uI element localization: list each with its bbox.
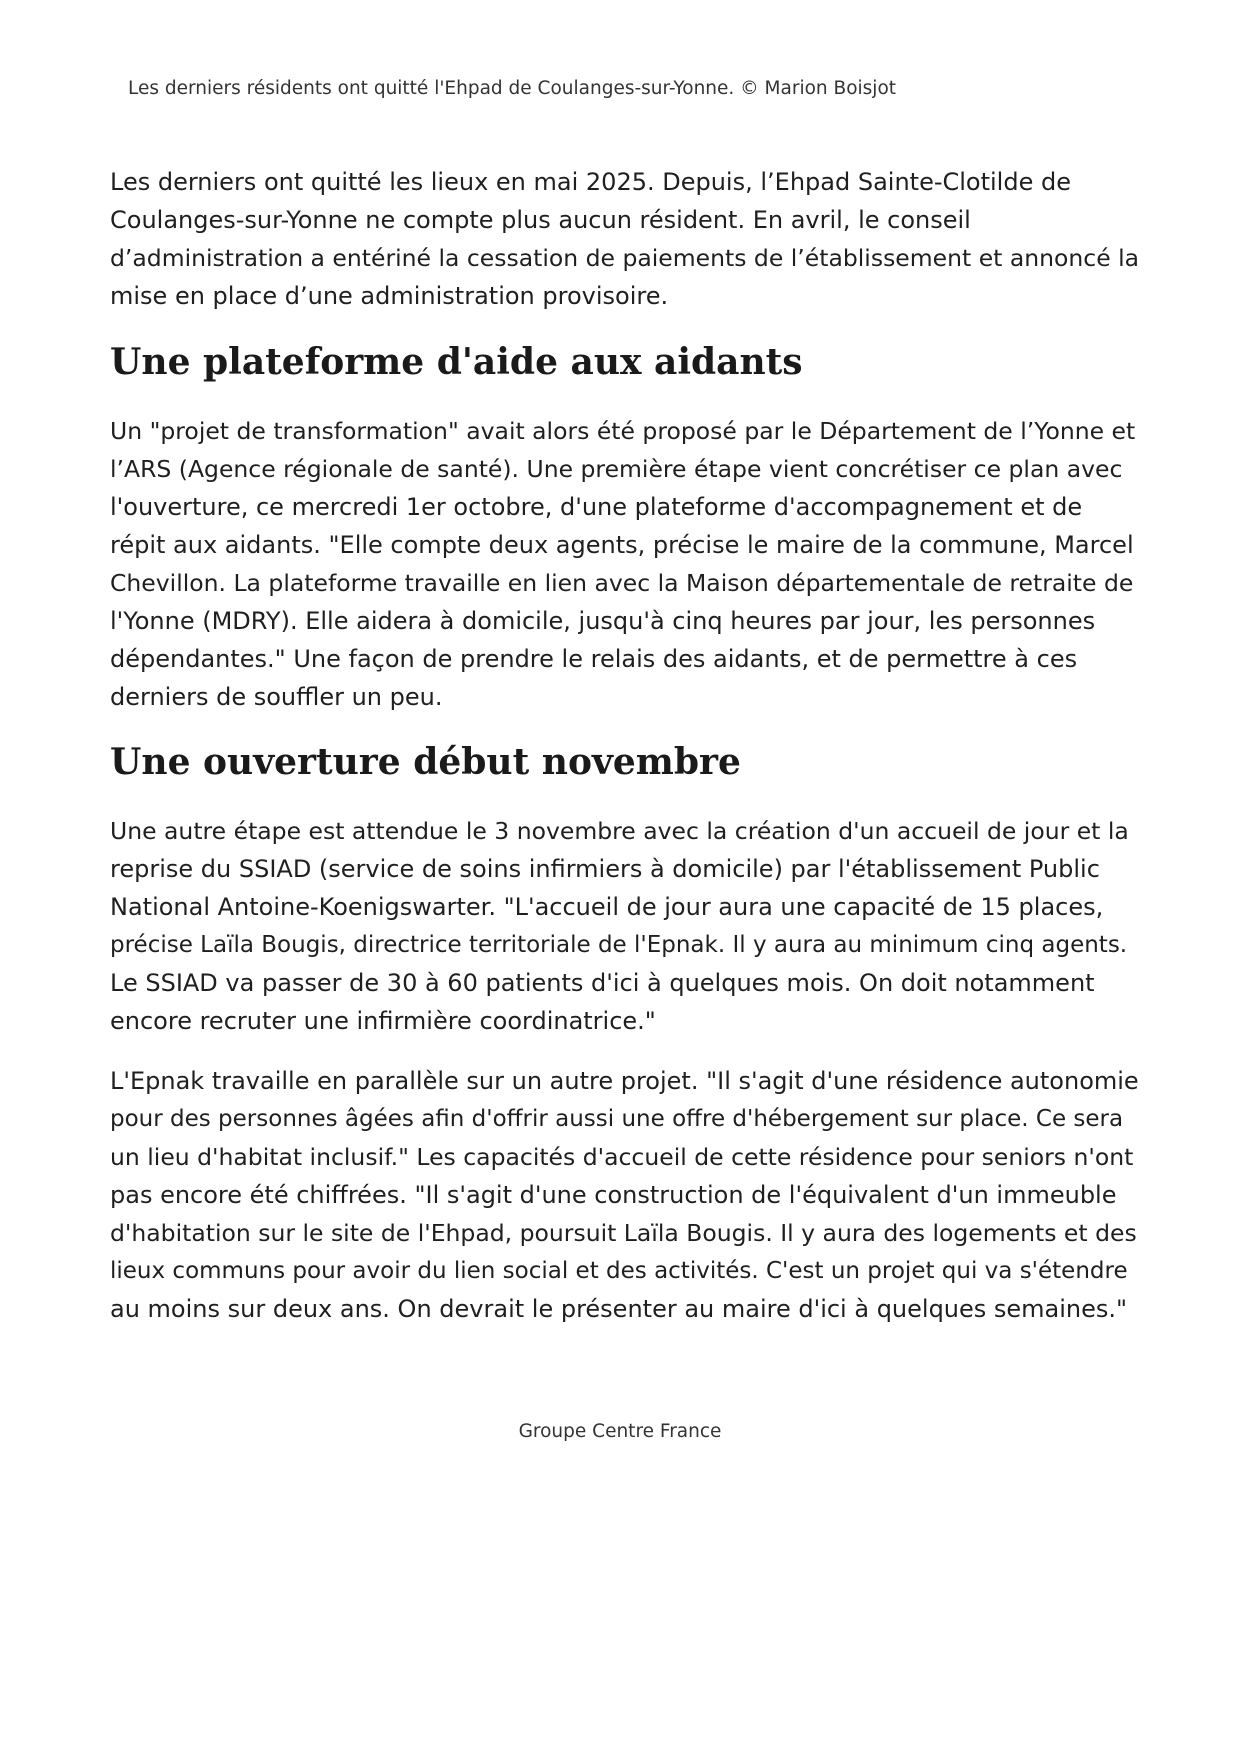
text-line: l’ARS (Agence régionale de santé). Une première étape vient concrétiser ce plan avec [110,455,1123,483]
text-line: d’administration a entériné la cessation de paiements de l’établissement et annoncé la [110,244,1140,272]
paragraph-ouverture [110,812,1140,1040]
text-line: un lieu d'habitat inclusif." Les capacités d'accueil de cette résidence pour seniors n'ont [110,1143,1134,1171]
text-line: National Antoine-Koenigswarter. "L'accueil de jour aura une capacité de 15 places, [110,893,1104,921]
publisher-footer: Groupe Centre France [518,1421,722,1442]
text-line: Le SSIAD va passer de 30 à 60 patients d'ici à quelques mois. On doit notamment [110,969,1095,997]
paragraph-plateforme [110,412,1140,716]
photo-caption: Les derniers résidents ont quitté l'Ehpad de Coulanges-sur-Yonne. © Marion Boisjot [128,78,897,99]
text-line: au moins sur deux ans. On devrait le présenter au maire d'ici à quelques semaines." [110,1295,1128,1323]
text-line: pour des personnes âgées afin d'offrir aussi une offre d'hébergement sur place. Ce sera [110,1106,1124,1132]
text-line: Chevillon. La plateforme travaille en lien avec la Maison départementale de retraite de [110,569,1134,597]
text-line: l'Yonne (MDRY). Elle aidera à domicile, jusqu'à cinq heures par jour, les personnes [110,607,1096,635]
text-line: répit aux aidants. "Elle compte deux agents, précise le maire de la commune, Marcel [110,531,1134,559]
paragraph-residence [110,1062,1140,1328]
section-heading-plateforme: Une plateforme d'aide aux aidants [110,341,803,383]
text-line: encore recruter une infirmière coordinatrice." [110,1007,656,1035]
text-line: mise en place d’une administration provisoire. [110,282,669,310]
text-line: reprise du SSIAD (service de soins infirmiers à domicile) par l'établissement Public [110,855,1100,883]
text-line: Les derniers ont quitté les lieux en mai 2025. Depuis, l’Ehpad Sainte-Clotilde de [110,168,1071,196]
text-line: précise Laïla Bougis, directrice territoriale de l'Epnak. Il y aura au minimum cinq agents. [110,932,1128,958]
text-line: Coulanges-sur-Yonne ne compte plus aucun résident. En avril, le conseil [110,206,971,234]
paragraph-intro [110,163,1140,315]
section-heading-ouverture: Une ouverture début novembre [110,741,741,783]
text-line: pas encore été chiffrées. "Il s'agit d'une construction de l'équivalent d'un immeuble [110,1181,1117,1209]
text-line: lieux communs pour avoir du lien social et des activités. C'est un projet qui va s'étendre [110,1258,1128,1284]
text-line: Une autre étape est attendue le 3 novembre avec la création d'un accueil de jour et la [110,817,1129,845]
text-line: L'Epnak travaille en parallèle sur un autre projet. "Il s'agit d'une résidence autonomie [110,1067,1139,1095]
text-line: derniers de souffler un peu. [110,683,443,711]
text-line: l'ouverture, ce mercredi 1er octobre, d'une plateforme d'accompagnement et de [110,493,1083,521]
text-line: Un "projet de transformation" avait alors été proposé par le Département de l’Yonne et [110,417,1136,445]
text-line: dépendantes." Une façon de prendre le relais des aidants, et de permettre à ces [110,645,1078,673]
text-line: d'habitation sur le site de l'Ehpad, poursuit Laïla Bougis. Il y aura des logements et des [110,1219,1137,1247]
